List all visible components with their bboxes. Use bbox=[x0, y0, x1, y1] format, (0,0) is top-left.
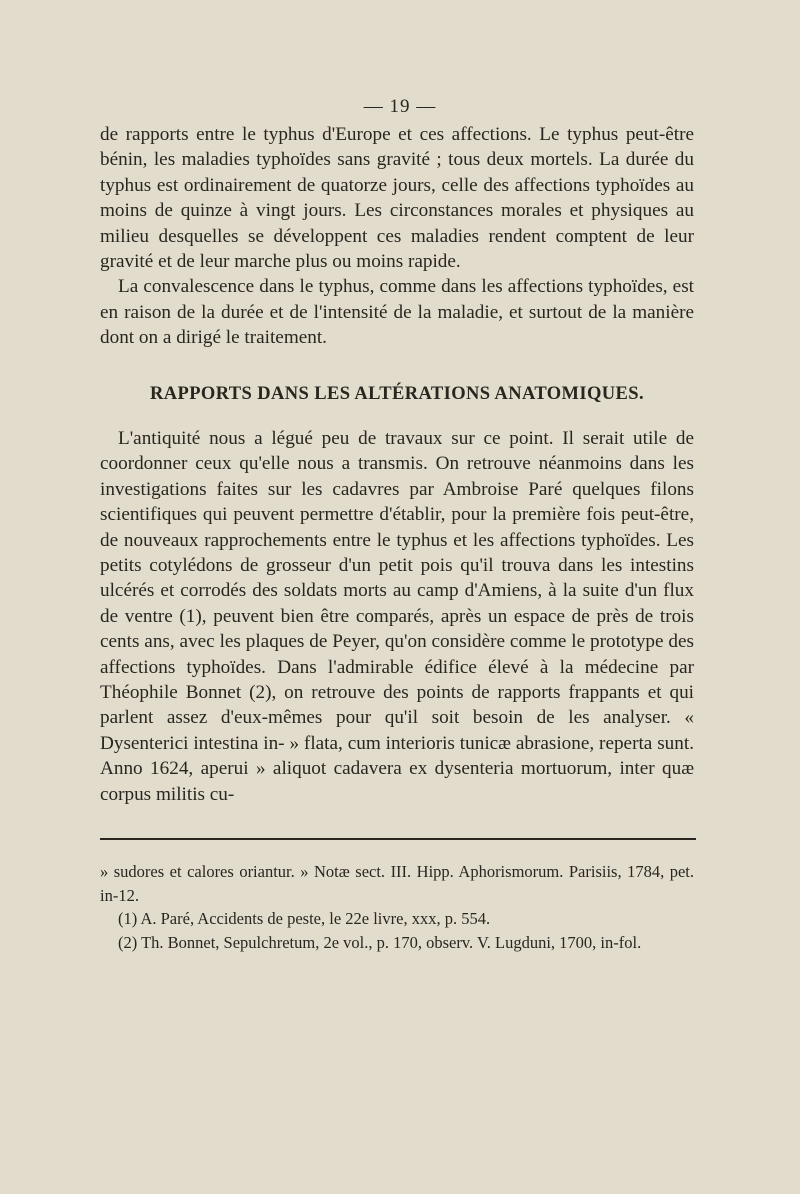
paragraph-1: de rapports entre le typhus d'Europe et ces affections. Le typhus peut-être bénin, les maladies typhoïdes sans gravité ; tous deux mortels. La durée du typhus est ordinairement de quatorze jours, celle des affections typhoïdes au moins de quinze à vingt jours. Les circonstances morales et physiques au milieu desquelles se développent ces maladies rendent comptent de leur gravité et de leur marche plus ou moins rapide. bbox=[100, 124, 694, 273]
footnote-continuation: » sudores et calores oriantur. » Notæ sect. III. Hipp. Aphorismorum. Parisiis, 1784, pet. in-12. bbox=[100, 862, 694, 905]
paragraph-3: L'antiquité nous a légué peu de travaux sur ce point. Il serait utile de coordonner ceux qu'elle nous a transmis. On retrouve néanmoins dans les investigations faites sur les cadavres par Ambroise Paré quelques filons scientifiques qui peuvent permettre d'établir, pour la première fois peut-être, de nouveaux rapprochements entre le typhus et les affections typhoïdes. Les petits cotylédons de grosseur d'un petit pois qu'il trouva dans les intestins ulcérés et corrodés des soldats morts au camp d'Amiens, à la suite d'un flux de ventre (1), peuvent bien être comparés, après un espace de près de trois cents ans, avec les plaques de Peyer, qu'on considère comme le prototype des affections typhoïdes. Dans l'admirable édifice élevé à la médecine par Théophile Bonnet (2), on retrouve des points de rapports frappants et qui parlent assez d'eux-mêmes pour qu'il soit besoin de les analyser. « Dysenterici intestina in- » flata, cum interioris tunicæ abrasione, reperta sunt. Anno 1624, aperui » aliquot cadavera ex dysenteria mortuorum, inter quæ corpus militis cu- bbox=[100, 428, 694, 805]
section-heading: RAPPORTS DANS LES ALTÉRATIONS ANATOMIQUES. bbox=[149, 384, 644, 404]
footnote-2: (2) Th. Bonnet, Sepulchretum, 2e vol., p. 170, observ. V. Lugduni, 1700, in-fol. bbox=[118, 932, 642, 952]
footnote-1: (1) A. Paré, Accidents de peste, le 22e livre, xxx, p. 554. bbox=[118, 909, 491, 928]
footnotes bbox=[100, 860, 694, 954]
page-number: — 19 — bbox=[363, 96, 437, 117]
footnote-rule bbox=[100, 838, 696, 840]
paragraph-2: La convalescence dans le typhus, comme dans les affections typhoïdes, est en raison de la durée et de l'intensité de la maladie, et surtout de la manière dont on a dirigé le traitement. bbox=[100, 276, 694, 349]
body-text-top bbox=[100, 122, 694, 351]
body-text-bottom bbox=[100, 426, 694, 807]
